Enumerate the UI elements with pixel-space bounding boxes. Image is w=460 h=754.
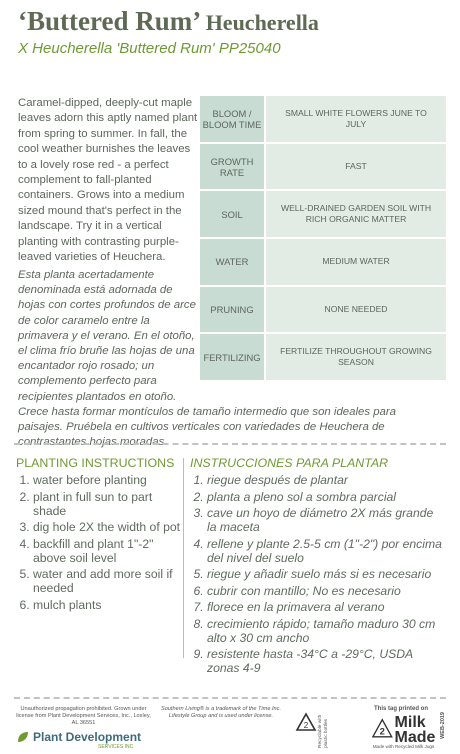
footer: [0, 706, 460, 754]
description-english: Caramel-dipped, deeply-cut maple leaves adorn this aptly named plant from spring to summer. In fall, the cool weather burnishes the leaves to a lovely rose red - a perfect complement to fall-planted containers. Grows into a medium sized mound that's perfect in the landscape. Try it in a vertical planting with contrasting purple-leaved varieties of Heuchera.: [18, 97, 198, 264]
care-value: FAST: [266, 144, 446, 190]
list-item: 1. water before planting: [33, 473, 188, 487]
recycle-icon: [295, 712, 317, 734]
care-value: NONE NEEDED: [266, 287, 446, 333]
milk-made-subtitle: Made with Recycled Milk Jugs: [372, 744, 435, 749]
list-item: 3. dig hole 2X the width of pot: [33, 520, 188, 534]
care-value: SMALL WHITE FLOWERS JUNE TO JULY: [266, 96, 446, 142]
pds-services: SERVICES INC: [98, 744, 134, 750]
milk-made-logo: [372, 715, 460, 745]
planting-steps-spanish: [190, 473, 446, 675]
list-item: 8. crecimiento rápido; tamaño maduro 30 cm alto x 30 cm ancho: [207, 617, 446, 645]
column-separator: [183, 458, 184, 658]
cultivar-name: ‘Buttered Rum’: [18, 6, 202, 36]
list-item: 2. planta a pleno sol a sombra parcial: [207, 490, 446, 504]
milk-jug-icon: [372, 717, 393, 743]
plant-title: [18, 6, 319, 37]
list-item: 4. backfill and plant 1"-2" above soil level: [33, 537, 188, 565]
list-item: 3. cave un hoyo de diámetro 2X más grande la maceta: [207, 506, 446, 534]
genus-name: Heucherella: [205, 10, 319, 35]
care-label: PRUNING: [200, 287, 264, 333]
care-label: WATER: [200, 239, 264, 285]
recycle-text: Recyclable with plastic bottles: [318, 714, 329, 748]
planting-heading-spanish: INSTRUCCIONES PARA PLANTAR: [190, 456, 389, 470]
planting-steps-english: [16, 473, 188, 612]
milk-number: 2: [379, 725, 385, 737]
list-item: 1. riegue después de plantar: [207, 473, 446, 487]
list-item: 5. riegue y añadir suelo más si es necesario: [207, 567, 446, 581]
care-label: BLOOM / BLOOM TIME: [200, 96, 264, 142]
planting-instructions-spanish: [190, 456, 446, 678]
care-value: WELL-DRAINED GARDEN SOIL WITH RICH ORGANIC MATTER: [266, 191, 446, 237]
dashed-divider: [14, 697, 446, 699]
list-item: 9. resistente hasta -34°C a -29°C, USDA zonas 4-9: [207, 647, 446, 675]
milk-made-brand: Milk Made: [394, 714, 436, 746]
list-item: 6. cubrir con mantillo; No es necesario: [207, 584, 446, 598]
care-value: MEDIUM WATER: [266, 239, 446, 285]
care-label: GROWTH RATE: [200, 144, 264, 190]
leaf-icon: [16, 730, 30, 744]
propagation-notice: Unauthorized propagation prohibited. Grown under license from Plant Development Services, Inc., Loxley, AL 36551: [16, 706, 151, 726]
pds-name: Plant Development: [33, 730, 142, 744]
list-item: 5. water and add more soil if needed: [33, 567, 188, 595]
dashed-divider: [14, 443, 446, 445]
list-item: 7. florece en la primavera al verano: [207, 600, 446, 614]
list-item: 2. plant in full sun to part shade: [33, 490, 188, 518]
list-item: 4. rellene y plante 2.5-5 cm (1"-2") por encima del nivel del suelo: [207, 537, 446, 565]
care-label: SOIL: [200, 191, 264, 237]
trademark-notice: Southern Living® is a trademark of the Time Inc. Lifestyle Group and is used under license.: [160, 706, 282, 719]
milk-tag-label: This tag printed on: [374, 706, 428, 712]
care-label: FERTILIZING: [200, 334, 264, 380]
description-spanish: [18, 268, 440, 450]
list-item: 6. mulch plants: [33, 598, 188, 612]
care-row-growth: [200, 144, 446, 190]
care-value: FERTILIZE THROUGHOUT GROWING SEASON: [266, 334, 446, 380]
tag-code: WEB-2019: [440, 712, 446, 739]
care-row-soil: [200, 191, 446, 237]
pds-logo: [16, 730, 142, 750]
recycle-number: 2: [303, 721, 309, 730]
description-spanish-text: Esta planta acertadamente denominada está adornada de hojas con cortes profundos de arce de color caramelo entre la primavera y el verano. En el otoño, el clima frío bruñe las hojas de una encantador rojo rosado; un complemento perfecto para recipientes plantados en otoño. Crece hasta formar montículos de tamaño intermedio que son ideales para paisajes. Pruébela en cultivos verticales con variedades de Heuchera de contrastantes hojas moradas.: [18, 269, 396, 449]
planting-heading-english: PLANTING INSTRUCTIONS: [16, 456, 175, 470]
botanical-name: X Heucherella 'Buttered Rum' PP25040: [18, 40, 281, 57]
care-row-bloom: [200, 96, 446, 142]
planting-instructions-english: [16, 456, 188, 614]
recycle-symbol: [295, 712, 317, 736]
